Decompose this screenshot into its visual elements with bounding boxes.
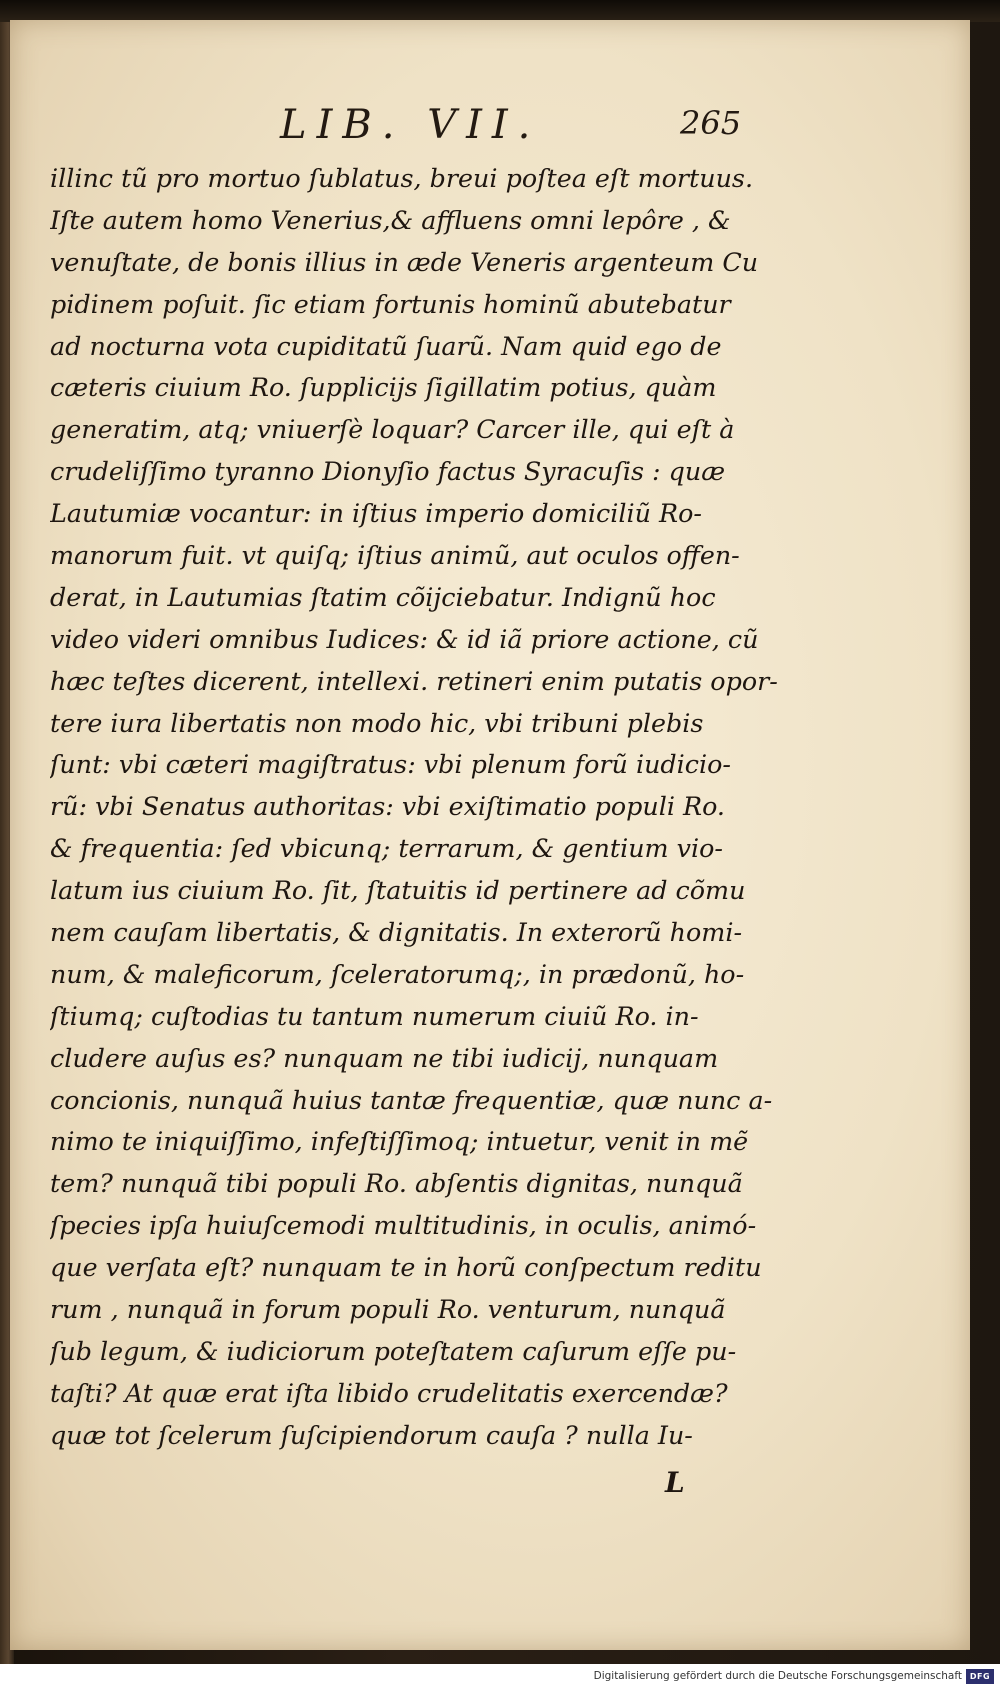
text-line: rum , nunquã in forum populi Ro. venturum, nunquã bbox=[50, 1294, 726, 1325]
text-line: ſub legum, & iudiciorum poteſtatem caſurum eſſe pu- bbox=[50, 1335, 737, 1366]
funding-credit: Digitalisierung gefördert durch die Deutsche Forschungsgemeinschaft bbox=[593, 1670, 962, 1682]
running-head bbox=[50, 102, 930, 152]
text-line: pidinem poſuit. ſic etiam fortunis hominũ abutebatur bbox=[50, 288, 731, 319]
dfg-logo-icon: DFG bbox=[966, 1669, 994, 1684]
text-line: venuſtate, de bonis illius in æde Veneris argenteum Cu bbox=[50, 246, 759, 277]
book-page bbox=[10, 20, 970, 1650]
text-line: taſti? At quæ erat iſta libido crudelitatis exercendæ? bbox=[50, 1377, 728, 1408]
text-line: num, & maleficorum, ſceleratorumq;, in prædonũ, ho- bbox=[50, 958, 745, 989]
page-number: 265 bbox=[680, 104, 742, 142]
text-line: cæteris ciuium Ro. ſupplicijs ſigillatim potius, quàm bbox=[50, 372, 717, 403]
latin-text-block bbox=[50, 158, 890, 1457]
text-line: nem cauſam libertatis, & dignitatis. In exterorũ homi- bbox=[50, 917, 743, 948]
text-line: hæc teſtes dicerent, intellexi. retineri enim putatis opor- bbox=[50, 665, 778, 696]
text-line: Lautumiæ vocantur: in iſtius imperio domiciliũ Ro- bbox=[50, 498, 702, 529]
page-content bbox=[50, 20, 930, 1650]
text-line: nimo te iniquiſſimo, infeſtiſſimoq; intuetur, venit in mẽ bbox=[50, 1126, 749, 1157]
text-line: illinc tũ pro mortuo ſublatus, breui poſtea eſt mortuus. bbox=[50, 163, 754, 193]
text-line: latum ius ciuium Ro. ſit, ſtatuitis id pertinere ad cõmu bbox=[50, 875, 746, 906]
text-line: tere iura libertatis non modo hic, vbi tribuni plebis bbox=[50, 707, 704, 738]
book-top-edge bbox=[0, 0, 1000, 22]
text-line: ad nocturna vota cupiditatũ ſuarũ. Nam quid ego de bbox=[50, 330, 722, 361]
text-line: ſtiumq; cuſtodias tu tantum numerum ciuiũ Ro. in- bbox=[50, 1000, 699, 1031]
text-line: generatim, atq; vniuerſè loquar? Carcer ille, qui eſt à bbox=[50, 414, 735, 445]
text-line: derat, in Lautumias ſtatim cõijciebatur. Indignũ hoc bbox=[50, 581, 716, 612]
text-line: manorum fuit. vt quiſq; iſtius animũ, aut oculos offen- bbox=[50, 540, 740, 571]
text-line: ſpecies ipſa huiuſcemodi multitudinis, in oculis, animó- bbox=[50, 1210, 757, 1241]
text-line: cludere auſus es? nunquam ne tibi iudicij, nunquam bbox=[50, 1042, 719, 1073]
text-line: rũ: vbi Senatus authoritas: vbi exiſtimatio populi Ro. bbox=[50, 791, 726, 822]
text-line: concionis, nunquã huius tantæ frequentiæ, quæ nunc a- bbox=[50, 1084, 773, 1115]
text-line: crudeliſſimo tyranno Dionyſio factus Syracuſis : quæ bbox=[50, 456, 726, 487]
text-line: tem? nunquã tibi populi Ro. abſentis dignitas, nunquã bbox=[50, 1168, 743, 1199]
text-line: quæ tot ſcelerum ſuſcipiendorum cauſa ? nulla Iu- bbox=[50, 1419, 693, 1450]
text-line: video videri omnibus Iudices: & id iã priore actione, cũ bbox=[50, 623, 759, 654]
text-line: que verſata eſt? nunquam te in horũ conſpectum reditu bbox=[50, 1252, 762, 1283]
text-line: & frequentia: ſed vbicunq; terrarum, & gentium vio- bbox=[50, 833, 723, 864]
catchword: L bbox=[665, 1466, 685, 1499]
book-number-heading: LIB. VII. bbox=[280, 102, 541, 148]
text-line: Iſte autem homo Venerius,& affluens omni lepôre , & bbox=[50, 204, 731, 235]
digitization-footer bbox=[0, 1664, 1000, 1691]
text-line: ſunt: vbi cæteri magiſtratus: vbi plenum forũ iudicio- bbox=[50, 749, 731, 780]
